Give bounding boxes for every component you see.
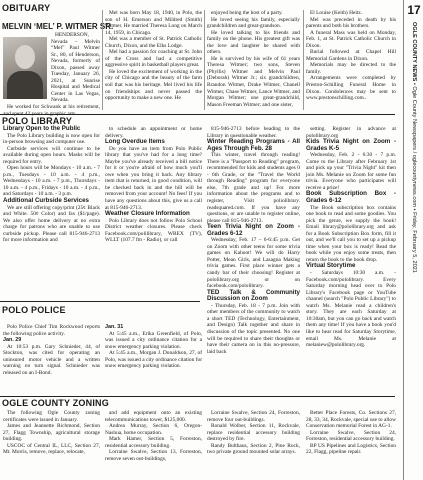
column-rule [102, 10, 103, 110]
paragraph: Curbside services will continue to be available during open hours. Masks will be required for entry. [3, 145, 100, 165]
paragraph: - Thursday, Feb. 18 - 7 p.m. Join with other members of the community to watch a short TED (Technology, Entertainment, and Design) Talk together and share in discussion of the topic presented. No one will be required to share their thoughts or have their camera on in this no-pressure, laid back [207, 302, 300, 355]
paragraph: He loved talking to his friends and family on the phone. His greatest gift was the love and laughter he shared with others. [207, 29, 300, 56]
subheading: Book Subscription Box - Grades 6-12 [306, 190, 396, 205]
subheading: TED Talk & Community Discussion on Zoom [207, 288, 300, 303]
paragraph: At 5:45 a.m., Morgan J. Donaldson, 27, of Polo, was issued a city ordinance citation for snow emergency parking violation. [105, 350, 202, 370]
paragraph: Andrea Murray, Section 6, Oregon-Nashua, home occupation. [105, 423, 202, 436]
subheading: Weather Closure Information [105, 210, 190, 218]
paragraph: He loved the excitement of working in the city of Chicago and the beauty of the farm soil that was his heritage. Mel lived his life on friendships and never passed the opportunity to make a new one. He [105, 68, 202, 102]
paragraph: Mel was born May 18, 1940, in Polo, the son of H. Emerson and Mildred (Smith) Witmer. He married Theresa Long on March 14, 1959, in Chicago. [105, 10, 202, 36]
paragraph: This winter, travel through reading! There is a "Passport to Reading" program, recommended for kids and students ages 0 - 6th Grade, or the "Travel the World through Reading" program for everyone else, 7th grade and up! For more information about the programs and to register, Visit poliolibrary. readsquared.com. If you have any questions, or are unable to register online, please call 815-946-2713. [207, 152, 300, 224]
paragraph: BP US Pipelines and Logistics, Section 22, Flagg, pipeline repair. [306, 442, 396, 456]
paragraph: James and Jeannette Richmond, Section 27, Flagg Township, agricultural storage building. [3, 423, 100, 443]
paragraph: setting. Register in advance at pololibrary.org [306, 126, 396, 139]
paragraph: Lorraine Swalve, Section 24, Forreston, residential accessory building. [306, 429, 396, 443]
photo-spacer [3, 32, 51, 102]
paragraph: He is survived by his wife of 61 years Theresa Witmer; two sons, Steven (Phyllis) Witmer and Melvin Paul (Deborah) Witmer Jr.; six grandchildren, Brandon Witmer, Drake Witmer, Chanell Witmer, Chase Witmer, Lance Witmer, and Morgan Witmer; one great-grandchild, Mason Freeman Witmer; and one sister, [207, 55, 300, 108]
library-column-4 [306, 126, 396, 349]
paragraph: Mel was preceded in death by his parents and both his brothers. [306, 16, 396, 30]
paragraph: Memorials may be directed to the family. [306, 62, 396, 75]
paragraph: Open hours will be Mondays - 10 a.m. - 7 p.m., Tuesdays - 10 a.m. - 4 p.m., Wednesdays - 10 a.m. - 7 p.m., Thursdays - 10 a.m. - 4 p.m., Fridays - 10 a.m. - 4 p.m., and Saturdays - 10 a.m. - 3 p.m. [3, 165, 100, 198]
subheading: Teen Trivia Night on Zoom - Grades 6-12 [207, 223, 300, 237]
paragraph: At 5:45 a.m., Erika Greenfield, of Polo, was issued a city ordinance citation for a snow emergency parking violation. [105, 330, 202, 350]
issue-date: Friday, February 5, 2021 [410, 212, 417, 273]
paragraph: Jan. 31 [105, 324, 124, 330]
paragraph: Randy Bulthaus, Section 2, Pine Rock, two private ground mounted solar arrays. [207, 442, 300, 456]
column-rule [204, 10, 205, 110]
paragraph: Lorraine Swalve, Section 24, Forreston, remove four out-buildings. [207, 410, 300, 423]
paragraph: Better Place Forests, Co. Sections 27, 28, 33, 34, Rockvale, special use to allow Conservation memorial Forest in AG-1. [306, 410, 396, 430]
paragraph: and add equipment onto an existing telecommunications tower, $125,000. [105, 410, 202, 423]
paragraph: Lorraine Swalve, Section 13, Forreston, remove seven out-buildings, [105, 449, 202, 462]
section-divider [0, 396, 395, 397]
paragraph: Mark Hamer, Section 5, Forreston, residential accessory building. [105, 436, 202, 449]
paragraph: Burial followed at Chapel Hill Memorial Gardens in Dixon. [306, 49, 396, 62]
paragraph: Mel had a passion for coaching at St. John of the Cross and had a competitive aggressive spirit in basketball players great. [105, 49, 202, 69]
subheading: Library Open to the Public [3, 125, 81, 132]
paragraph: Do you have an item from Polo Public library that you've had for a long time? Maybe you've already received a bill notice for it or you're afraid of how much you'll owe when you bring it back. Any library item that is returned, in good condition, will be checked back in and the bill will be removed from your account! No fees! If you have any questions about this, give us a call at 815-946-2713. [105, 145, 202, 211]
library-column-1 [3, 126, 100, 244]
obituary-column-3 [207, 10, 300, 108]
subheading: Winter Reading Programs - All Ages Through Feb. 28 [207, 138, 300, 152]
paragraph: Arrangements were completed by Preston-Schilling Funeral Home in Dixon. Condolences may be sent to www.prestonschilling.com.. [306, 75, 396, 102]
zoning-column-3 [207, 410, 300, 456]
paragraph: He worked for Schwank at his retirement, and spent 42 years in graphic arts. [3, 104, 100, 117]
paper-credit: Ogle County Newspapers / oglecountynews.com [410, 86, 417, 207]
folio-separator: • [410, 81, 417, 87]
police-column-1 [3, 324, 100, 376]
paragraph: The Book subscription box contains one book to read and some goodies. You pick the genre, we supply the book! Email library@pololibrary.org and ask for a Book Subscription Box form, fill it out, and we'll call you to set up a pickup time when your box is ready! Read the book while you enjoy some treats, then return the book to the book drop. [306, 204, 396, 263]
paragraph: enjoyed being the host of a party. [211, 10, 283, 16]
paragraph: HENDERSON, Nevada – Melvin “Mel” Paul Witmer Sr., 80, of Henderson, Nevada, formerly of Dixon, passed away Tuesday, January 26, 2021, at Sunrise Hospital and Medical Center in Las Vegas, Nevada. [51, 32, 100, 104]
paragraph: - Saturdays 10:30 a.m. - Facebook.com/pololibrary. Every Saturday morning head over to Polo Library's Facebook page or YouTube channel (search "Polo Public Library") to watch Ms. Melanie read a children's story. They are each Saturday at 10:30am, but you can go back and watch them any time! If you have a book you'd like to hear read for Saturday Storytime, email Ms. Melanie at melaniew@pololibrary.org. [306, 270, 396, 349]
subheading: Additional Curbside Services [3, 197, 89, 205]
library-column-2 [105, 126, 202, 244]
paragraph: Jan. 29 [3, 337, 22, 344]
obituary-column-1 [3, 32, 100, 117]
paragraph: El Louise (Keith) Heitz. [310, 10, 363, 16]
folio-separator: • [410, 206, 417, 213]
side-folio [411, 22, 417, 273]
section-title-obituary: OBITUARY [2, 3, 51, 13]
paragraph: to schedule an appointment or home delivery. [105, 126, 202, 139]
column-rule [303, 10, 304, 110]
page-number: 17 [407, 3, 421, 17]
library-column-3 [207, 126, 300, 355]
paragraph: Polo Police Chief Tim Rockwood reports the following police activity. [3, 324, 100, 337]
section-title-library: POLO LIBRARY [2, 116, 73, 126]
obituary-name: MELVIN ‘MEL’ P. WITMER SR. [2, 22, 114, 31]
obituary-column-2 [105, 10, 202, 102]
paragraph: Polo Library does not follow Polo School District weather closures. Please check Facebook.com/polilibrary, WREX (TV), WLLT (107.7 fm - Radio), or call [105, 217, 202, 244]
section-title-zoning: OGLE COUNTY ZONING [2, 398, 109, 408]
paragraph: Mel was a member of St. Patrick Catholic Church, Dixon, and the Elks Lodge. [105, 36, 202, 49]
subheading: Long Overdue Items [105, 138, 165, 146]
paragraph: 815-946-2713 before heading to the Library in questionable weather. [207, 126, 300, 139]
section-title-police: POLO POLICE [2, 305, 66, 315]
subheading: Virtual Storytime [306, 262, 356, 270]
zoning-column-4 [306, 410, 396, 456]
police-column-2 [105, 324, 202, 370]
paragraph: The following Ogle County zoning certificates were issued in January. [3, 410, 100, 423]
obituary-column-4 [306, 10, 396, 102]
paragraph: We are still offering copy/print (25¢ Black and White. 50¢ Color) and fax ($1/page). We also offer home delivery at no extra charge for patrons who are unable to use curbside pickup. Please call 815-946-2713 for more information and [3, 204, 100, 244]
paragraph: Wednesday, Feb. 2 - 6:30 - 7 p.m. Come to the Library after February 1st and pick up your "Trivia Night" kit then join Ms. Melanie on Zoom for some fun trivia. Everyone who participates will receive a prize! [306, 152, 396, 191]
paragraph: A funeral Mass was held on Monday, Feb. 1, at St. Patrick Catholic Church in Dixon. [306, 29, 396, 49]
paragraph: At 10:53 p.m. Gary Schnieder, 44, of Stockton, was cited for operating an uninsured motor vehicle and a written warning no turn signal. Schnieder was released on an I-Bond. [3, 343, 100, 376]
paragraph: Ronald Wolber, Section 11, Rockvale, replace residential accessory building destroyed by fire. [207, 423, 300, 443]
zoning-column-2 [105, 410, 202, 462]
paragraph: USCOC of Central IL, LLC, Section 27, Mt. Morris, remove, replace, relocate, [3, 442, 100, 456]
section-divider [0, 301, 200, 302]
side-strip [403, 0, 423, 480]
paragraph: Wednesday, Feb. 17 – 6-6:45 p.m. Get on Zoom with other teens for some trivia games on Kahoot! We will do Harry Potter, Mean Girls, and Lasagna Making trivia games. First place winner gets a candy bar of their choosing! Register at pololibrary.org or on facebook.com/pololibrary. [207, 237, 300, 290]
paragraph: He loved seeing his family, especially grandchildren and great-grandson. [207, 16, 300, 30]
paper-name: OGLE COUNTY NEWS [410, 22, 417, 82]
section-divider [0, 114, 395, 115]
paragraph: The Polo Library building is now open for in-person browsing and computer use. [3, 132, 100, 146]
subheading: Kids Trivia Night on Zoom - Grades K-5 [306, 138, 396, 152]
zoning-column-1 [3, 410, 100, 456]
